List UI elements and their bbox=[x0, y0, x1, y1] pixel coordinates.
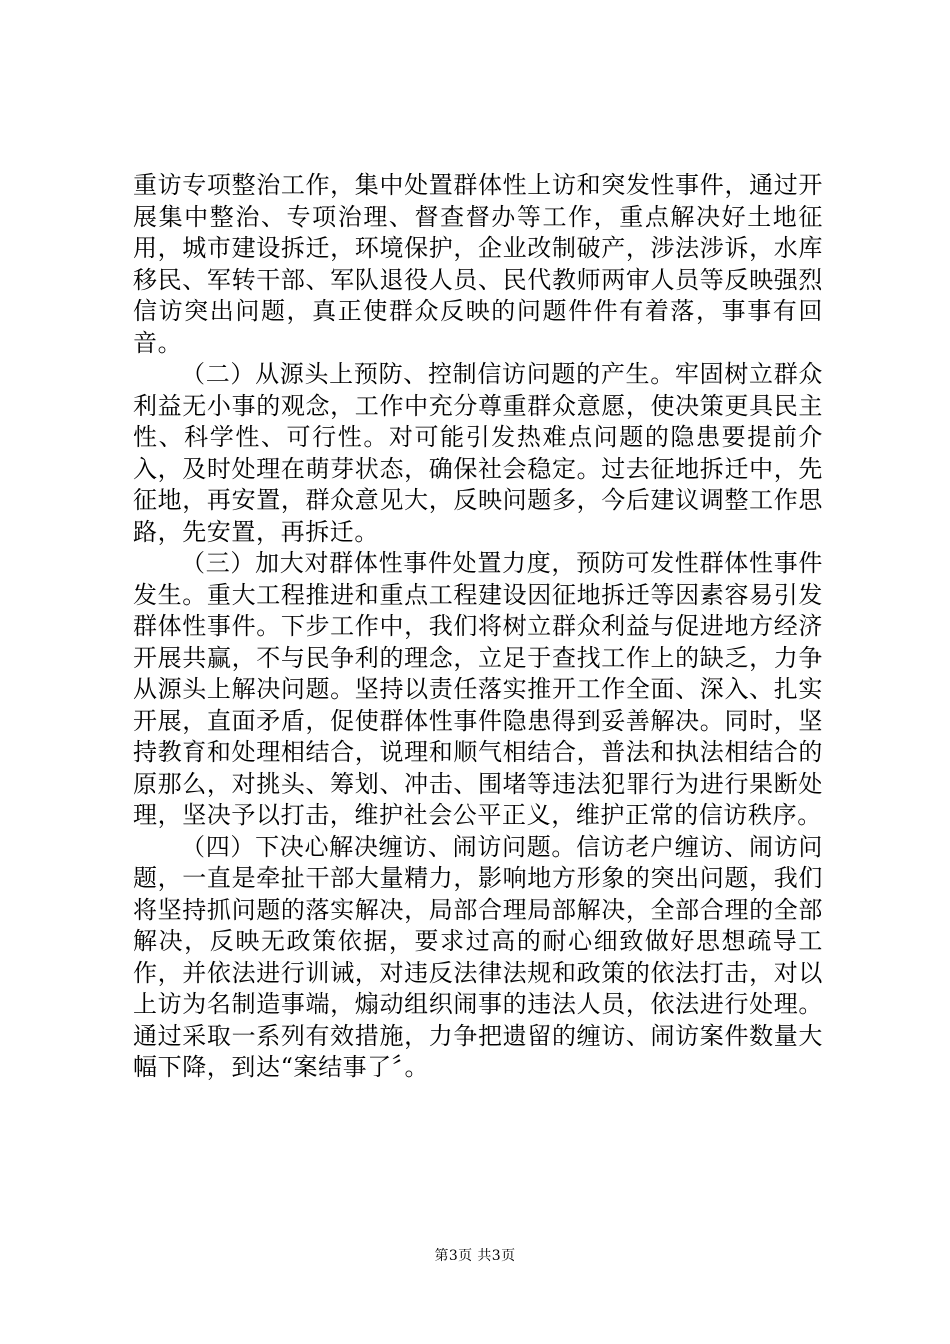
page-number: 第3页 共3页 bbox=[434, 1248, 516, 1264]
paragraph-section-4: （四）下决心解决缠访、闹访问题。信访老户缠访、闹访问题，一直是牵扯干部大量精力，影响地方形象的突出问题，我们将坚持抓问题的落实解决，局部合理局部解决，全部合理的全部解决，反映无政策依据，要求过高的耐心细致做好思想疏导工作，并依法进行训诫，对违反法律法规和政策的依法打击，对以上访为名制造事端，煽动组织闹事的违法人员，依法进行处理。通过采取一系列有效措施，力争把遗留的缠访、闹访案件数量大幅下降，到达“案结事了〞。 bbox=[133, 832, 823, 1081]
document-body bbox=[133, 170, 823, 1084]
page-footer bbox=[0, 1246, 950, 1266]
paragraph-section-2: （二）从源头上预防、控制信访问题的产生。牢固树立群众利益无小事的观念，工作中充分尊重群众意愿，使决策更具民主性、科学性、可行性。对可能引发热难点问题的隐患要提前介入，及时处理在萌芽状态，确保社会稳定。过去征地拆迁中，先征地，再安置，群众意见大，反映问题多，今后建议调整工作思路，先安置，再拆迁。 bbox=[133, 360, 823, 546]
paragraph-continuation: 重访专项整治工作，集中处置群体性上访和突发性事件，通过开展集中整治、专项治理、督查督办等工作，重点解决好土地征用，城市建设拆迁，环境保护，企业改制破产，涉法涉诉，水库移民、军转干部、军队退役人员、民代教师两审人员等反映强烈信访突出问题，真正使群众反映的问题件件有着落，事事有回音。 bbox=[133, 171, 823, 357]
paragraph-section-3: （三）加大对群体性事件处置力度，预防可发性群体性事件发生。重大工程推进和重点工程建设因征地拆迁等因素容易引发群体性事件。下步工作中，我们将树立群众利益与促进地方经济开展共赢，不与民争利的理念，立足于查找工作上的缺乏，力争从源头上解决问题。坚持以责任落实推开工作全面、深入、扎实开展，直面矛盾，促使群体性事件隐患得到妥善解决。同时，坚持教育和处理相结合，说理和顺气相结合，普法和执法相结合的原那么，对挑头、筹划、冲击、围堵等违法犯罪行为进行果断处理，坚决予以打击，维护社会公平正义，维护正常的信访秩序。 bbox=[133, 549, 823, 829]
